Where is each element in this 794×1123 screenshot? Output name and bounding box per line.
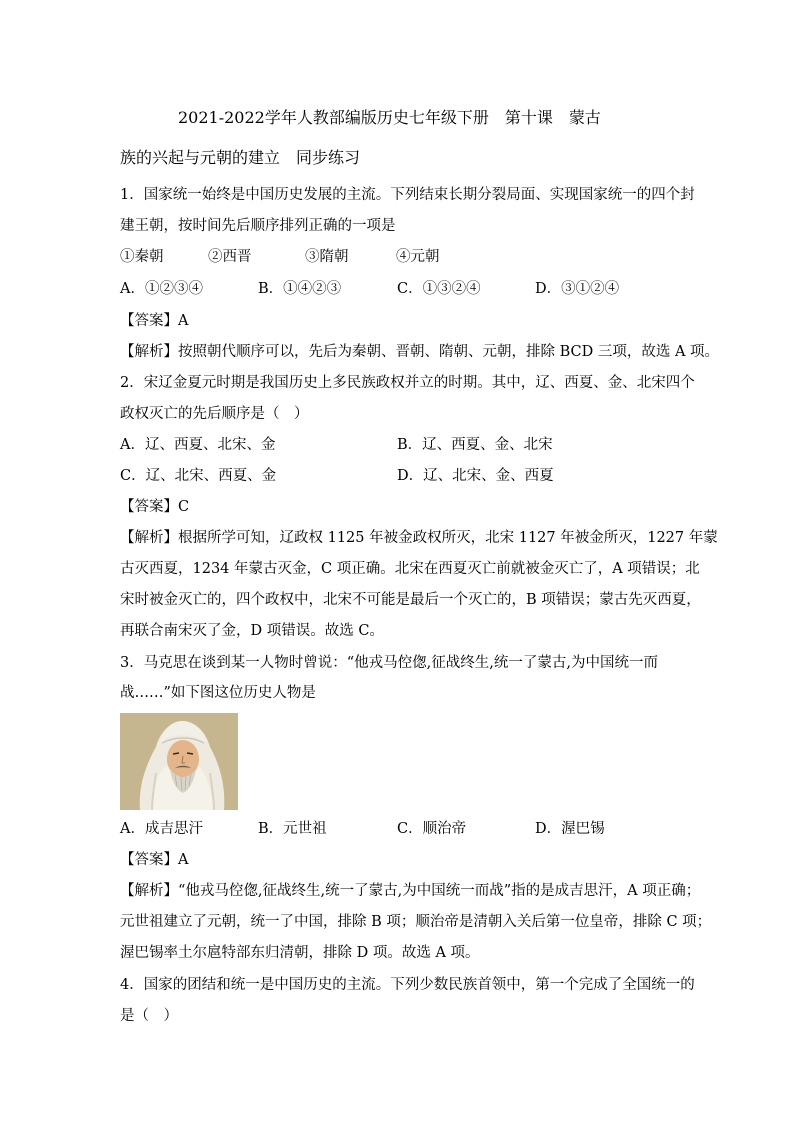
q1-item-4: ④元朝 bbox=[396, 249, 440, 265]
q2-option-d: D．辽、北宋、金、西夏 bbox=[397, 468, 554, 484]
q2-option-b: B．辽、西夏、金、北宋 bbox=[397, 437, 553, 453]
genghis-khan-portrait bbox=[120, 713, 238, 810]
q3-option-d: D．渥巴锡 bbox=[535, 821, 605, 837]
q3-option-c: C．顺治帝 bbox=[397, 821, 467, 837]
q3-analysis-line-1: 【解析】“他戎马倥偬,征战终生,统一了蒙古,为中国统一而战”指的是成吉思汗，A 项正确； bbox=[120, 883, 701, 899]
page-title-line-2: 族的兴起与元朝的建立 同步练习 bbox=[120, 148, 361, 167]
q2-option-c: C．辽、北宋、西夏、金 bbox=[120, 468, 277, 484]
q3-stem-line-2: 战……”如下图这位历史人物是 bbox=[120, 685, 316, 701]
q4-stem-line-2: 是（ ） bbox=[120, 1008, 178, 1024]
q2-answer: 【答案】C bbox=[120, 499, 190, 515]
q1-option-b: B．①④②③ bbox=[258, 281, 342, 297]
q3-option-b: B．元世祖 bbox=[258, 821, 327, 837]
page-title-line-1: 2021-2022学年人教部编版历史七年级下册 第十课 蒙古 bbox=[178, 108, 601, 127]
q1-stem-line-1: 1．国家统一始终是中国历史发展的主流。下列结束长期分裂局面、实现国家统一的四个封 bbox=[120, 187, 695, 203]
q3-analysis-line-2: 元世祖建立了元朝，统一了中国，排除 B 项；顺治帝是清朝入关后第一位皇帝，排除 C 项； bbox=[120, 914, 712, 930]
q2-analysis-line-1: 【解析】根据所学可知，辽政权 1125 年被金政权所灭，北宋 1127 年被金所灭，1227 年蒙 bbox=[120, 530, 718, 546]
q2-stem-line-1: 2．宋辽金夏元时期是我国历史上多民族政权并立的时期。其中，辽、西夏、金、北宋四个 bbox=[120, 375, 695, 391]
q1-item-1: ①秦朝 bbox=[120, 249, 164, 265]
q2-stem-line-2: 政权灭亡的先后顺序是（ ） bbox=[120, 406, 309, 422]
q1-option-d: D．③①②④ bbox=[535, 281, 620, 297]
q1-item-3: ③隋朝 bbox=[305, 249, 349, 265]
q1-option-a: A．①②③④ bbox=[120, 281, 203, 297]
q4-stem-line-1: 4．国家的团结和统一是中国历史的主流。下列少数民族首领中，第一个完成了全国统一的 bbox=[120, 977, 695, 993]
q2-analysis-line-3: 宋时被金灭亡的，四个政权中，北宋不可能是最后一个灭亡的，B 项错误；蒙古先灭西夏， bbox=[120, 592, 701, 608]
q2-option-a: A．辽、西夏、北宋、金 bbox=[120, 437, 276, 453]
q2-analysis-line-4: 再联合南宋灭了金，D 项错误。故选 C。 bbox=[120, 623, 384, 639]
q1-item-2: ②西晋 bbox=[208, 249, 252, 265]
q3-analysis-line-3: 渥巴锡率土尔扈特部东归清朝，排除 D 项。故选 A 项。 bbox=[120, 945, 480, 961]
q1-stem-line-2: 建王朝，按时间先后顺序排列正确的一项是 bbox=[120, 218, 396, 234]
q3-stem-line-1: 3．马克思在谈到某一人物时曾说：“他戎马倥偬,征战终生,统一了蒙古,为中国统一而 bbox=[120, 655, 658, 671]
q1-analysis-line-1: 【解析】按照朝代顺序可以，先后为秦朝、晋朝、隋朝、元朝，排除 BCD 三项，故选 A 项。 bbox=[120, 344, 720, 360]
q2-analysis-line-2: 古灭西夏，1234 年蒙古灭金，C 项正确。北宋在西夏灭亡前就被金灭亡了，A 项错误；北 bbox=[120, 561, 700, 577]
q1-option-c: C．①③②④ bbox=[397, 281, 481, 297]
q3-answer: 【答案】A bbox=[120, 852, 189, 868]
q3-option-a: A．成吉思汗 bbox=[120, 821, 203, 837]
q1-answer: 【答案】A bbox=[120, 313, 189, 329]
